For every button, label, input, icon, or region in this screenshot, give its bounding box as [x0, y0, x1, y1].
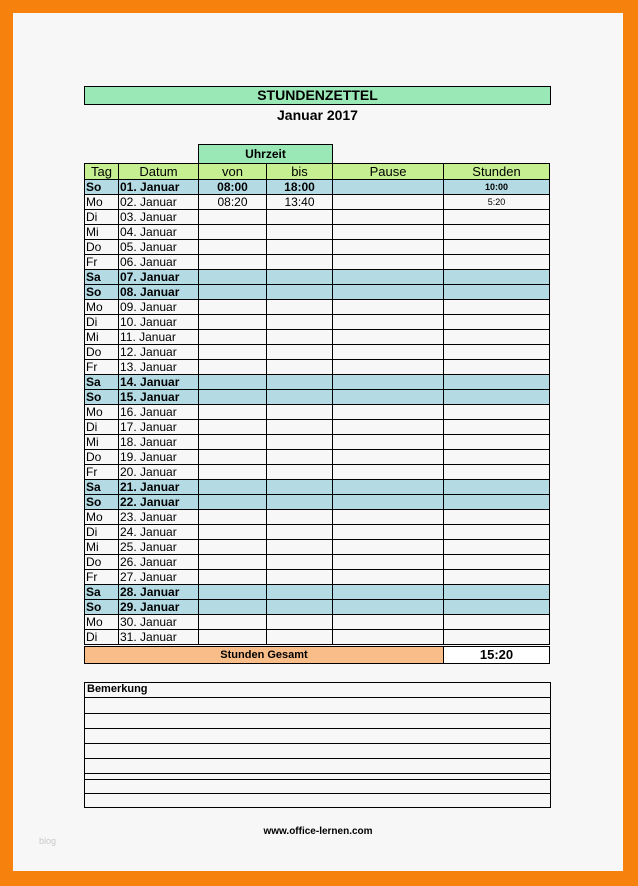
cell-stunden[interactable]	[444, 225, 550, 240]
cell-stunden[interactable]: 5:20	[444, 195, 550, 210]
table-row	[85, 525, 550, 540]
cell-von[interactable]	[199, 255, 267, 270]
cell-pause[interactable]	[333, 345, 444, 360]
table-row	[85, 465, 550, 480]
cell-datum: 03. Januar	[119, 210, 199, 225]
cell-pause[interactable]	[333, 435, 444, 450]
cell-bis[interactable]	[267, 210, 333, 225]
cell-von[interactable]	[199, 210, 267, 225]
cell-tag: Mi	[85, 435, 119, 450]
cell-tag: Mi	[85, 330, 119, 345]
cell-stunden[interactable]	[444, 285, 550, 300]
cell-stunden[interactable]	[444, 420, 550, 435]
cell-pause[interactable]	[333, 330, 444, 345]
cell-von[interactable]	[199, 510, 267, 525]
cell-datum: 09. Januar	[119, 300, 199, 315]
remarks-line	[85, 793, 550, 794]
cell-von[interactable]	[199, 465, 267, 480]
cell-von[interactable]	[199, 285, 267, 300]
cell-pause[interactable]	[333, 420, 444, 435]
cell-datum: 21. Januar	[119, 480, 199, 495]
table-row	[85, 540, 550, 555]
cell-datum: 06. Januar	[119, 255, 199, 270]
cell-stunden[interactable]	[444, 390, 550, 405]
cell-tag: Mi	[85, 540, 119, 555]
cell-tag: So	[85, 390, 119, 405]
cell-von[interactable]	[199, 525, 267, 540]
cell-bis[interactable]	[267, 480, 333, 495]
cell-pause[interactable]	[333, 180, 444, 195]
cell-bis[interactable]	[267, 375, 333, 390]
cell-bis[interactable]	[267, 435, 333, 450]
cell-bis[interactable]	[267, 345, 333, 360]
table-row	[85, 270, 550, 285]
cell-von[interactable]	[199, 360, 267, 375]
cell-datum: 14. Januar	[119, 375, 199, 390]
table-row	[85, 600, 550, 615]
remarks-line	[85, 743, 550, 744]
table-row	[85, 450, 550, 465]
cell-tag: So	[85, 600, 119, 615]
cell-pause[interactable]	[333, 585, 444, 600]
cell-bis[interactable]	[267, 225, 333, 240]
table-row	[85, 225, 550, 240]
cell-tag: Fr	[85, 570, 119, 585]
cell-pause[interactable]	[333, 285, 444, 300]
cell-von[interactable]	[199, 450, 267, 465]
header-tag: Tag	[85, 164, 119, 180]
header-bis: bis	[267, 164, 333, 180]
cell-tag: Mo	[85, 405, 119, 420]
cell-datum: 16. Januar	[119, 405, 199, 420]
cell-von[interactable]	[199, 570, 267, 585]
cell-pause[interactable]	[333, 300, 444, 315]
table-row	[85, 195, 550, 210]
cell-stunden[interactable]	[444, 450, 550, 465]
table-header-row	[85, 164, 550, 180]
cell-bis[interactable]	[267, 360, 333, 375]
cell-datum: 24. Januar	[119, 525, 199, 540]
cell-pause[interactable]	[333, 450, 444, 465]
cell-stunden[interactable]	[444, 435, 550, 450]
cell-bis[interactable]: 18:00	[267, 180, 333, 195]
cell-stunden[interactable]	[444, 375, 550, 390]
remarks-line	[85, 728, 550, 729]
cell-pause[interactable]	[333, 360, 444, 375]
table-row	[85, 240, 550, 255]
table-row	[85, 360, 550, 375]
cell-stunden[interactable]	[444, 330, 550, 345]
cell-von[interactable]: 08:20	[199, 195, 267, 210]
cell-tag: Di	[85, 210, 119, 225]
remarks-line	[85, 779, 550, 780]
table-row	[85, 390, 550, 405]
cell-stunden[interactable]	[444, 300, 550, 315]
table-row	[85, 330, 550, 345]
cell-datum: 29. Januar	[119, 600, 199, 615]
cell-von[interactable]: 08:00	[199, 180, 267, 195]
cell-datum: 13. Januar	[119, 360, 199, 375]
header-stunden: Stunden	[444, 164, 550, 180]
timesheet-title: STUNDENZETTEL	[84, 86, 551, 105]
table-row	[85, 510, 550, 525]
cell-datum: 28. Januar	[119, 585, 199, 600]
cell-pause[interactable]	[333, 480, 444, 495]
cell-bis[interactable]	[267, 405, 333, 420]
cell-datum: 18. Januar	[119, 435, 199, 450]
cell-von[interactable]	[199, 585, 267, 600]
cell-datum: 02. Januar	[119, 195, 199, 210]
cell-stunden[interactable]	[444, 540, 550, 555]
cell-pause[interactable]	[333, 225, 444, 240]
cell-von[interactable]	[199, 420, 267, 435]
cell-tag: Sa	[85, 375, 119, 390]
table-row	[85, 375, 550, 390]
cell-tag: Mi	[85, 225, 119, 240]
cell-von[interactable]	[199, 330, 267, 345]
table-row	[85, 210, 550, 225]
cell-tag: Sa	[85, 270, 119, 285]
cell-von[interactable]	[199, 600, 267, 615]
cell-bis[interactable]	[267, 300, 333, 315]
cell-stunden[interactable]	[444, 600, 550, 615]
cell-bis[interactable]	[267, 555, 333, 570]
cell-datum: 04. Januar	[119, 225, 199, 240]
cell-datum: 07. Januar	[119, 270, 199, 285]
cell-pause[interactable]	[333, 390, 444, 405]
cell-tag: Fr	[85, 360, 119, 375]
header-datum: Datum	[119, 164, 199, 180]
cell-stunden[interactable]	[444, 585, 550, 600]
cell-tag: Di	[85, 420, 119, 435]
cell-tag: Sa	[85, 480, 119, 495]
table-row	[85, 435, 550, 450]
cell-tag: Do	[85, 555, 119, 570]
cell-pause[interactable]	[333, 555, 444, 570]
cell-stunden[interactable]	[444, 570, 550, 585]
cell-pause[interactable]	[333, 570, 444, 585]
cell-pause[interactable]	[333, 210, 444, 225]
cell-bis[interactable]	[267, 420, 333, 435]
cell-bis[interactable]	[267, 600, 333, 615]
cell-stunden[interactable]: 10:00	[444, 180, 550, 195]
cell-pause[interactable]	[333, 270, 444, 285]
cell-bis[interactable]	[267, 540, 333, 555]
hours-table	[84, 163, 550, 664]
cell-tag: So	[85, 285, 119, 300]
cell-datum: 20. Januar	[119, 465, 199, 480]
cell-stunden[interactable]	[444, 510, 550, 525]
table-row	[85, 285, 550, 300]
cell-stunden[interactable]	[444, 630, 550, 645]
cell-bis[interactable]	[267, 270, 333, 285]
cell-datum: 31. Januar	[119, 630, 199, 645]
table-row	[85, 420, 550, 435]
cell-stunden[interactable]	[444, 270, 550, 285]
cell-pause[interactable]	[333, 195, 444, 210]
cell-bis[interactable]	[267, 585, 333, 600]
cell-pause[interactable]	[333, 465, 444, 480]
cell-tag: Di	[85, 315, 119, 330]
cell-tag: Fr	[85, 465, 119, 480]
table-row	[85, 570, 550, 585]
cell-bis[interactable]	[267, 525, 333, 540]
cell-datum: 15. Januar	[119, 390, 199, 405]
cell-bis[interactable]	[267, 285, 333, 300]
remarks-line	[85, 773, 550, 774]
cell-tag: Di	[85, 630, 119, 645]
cell-pause[interactable]	[333, 510, 444, 525]
website-footer: www.office-lernen.com	[263, 826, 373, 837]
cell-datum: 17. Januar	[119, 420, 199, 435]
table-row	[85, 585, 550, 600]
cell-stunden[interactable]	[444, 210, 550, 225]
cell-pause[interactable]	[333, 600, 444, 615]
total-label: Stunden Gesamt	[85, 647, 444, 664]
cell-datum: 27. Januar	[119, 570, 199, 585]
table-row	[85, 345, 550, 360]
cell-stunden[interactable]	[444, 255, 550, 270]
table-row	[85, 555, 550, 570]
cell-bis[interactable]: 13:40	[267, 195, 333, 210]
cell-datum: 01. Januar	[119, 180, 199, 195]
cell-bis[interactable]	[267, 330, 333, 345]
header-von: von	[199, 164, 267, 180]
cell-bis[interactable]	[267, 240, 333, 255]
cell-von[interactable]	[199, 405, 267, 420]
timesheet-page	[13, 13, 623, 871]
cell-bis[interactable]	[267, 615, 333, 630]
cell-bis[interactable]	[267, 495, 333, 510]
cell-von[interactable]	[199, 495, 267, 510]
cell-pause[interactable]	[333, 240, 444, 255]
table-row	[85, 300, 550, 315]
cell-von[interactable]	[199, 375, 267, 390]
cell-von[interactable]	[199, 300, 267, 315]
cell-datum: 23. Januar	[119, 510, 199, 525]
cell-datum: 30. Januar	[119, 615, 199, 630]
table-row	[85, 255, 550, 270]
cell-tag: Do	[85, 240, 119, 255]
cell-stunden[interactable]	[444, 240, 550, 255]
cell-von[interactable]	[199, 270, 267, 285]
cell-datum: 08. Januar	[119, 285, 199, 300]
cell-pause[interactable]	[333, 255, 444, 270]
cell-von[interactable]	[199, 480, 267, 495]
table-row	[85, 405, 550, 420]
table-row	[85, 180, 550, 195]
cell-pause[interactable]	[333, 540, 444, 555]
cell-tag: So	[85, 180, 119, 195]
cell-von[interactable]	[199, 315, 267, 330]
cell-bis[interactable]	[267, 630, 333, 645]
cell-datum: 10. Januar	[119, 315, 199, 330]
cell-bis[interactable]	[267, 465, 333, 480]
table-row	[85, 630, 550, 645]
month-subtitle: Januar 2017	[277, 107, 358, 123]
cell-stunden[interactable]	[444, 465, 550, 480]
cell-pause[interactable]	[333, 615, 444, 630]
total-value: 15:20	[444, 647, 550, 664]
cell-bis[interactable]	[267, 255, 333, 270]
total-row	[85, 647, 550, 664]
cell-von[interactable]	[199, 345, 267, 360]
cell-datum: 26. Januar	[119, 555, 199, 570]
cell-tag: Do	[85, 450, 119, 465]
cell-stunden[interactable]	[444, 315, 550, 330]
cell-bis[interactable]	[267, 315, 333, 330]
cell-von[interactable]	[199, 555, 267, 570]
cell-von[interactable]	[199, 540, 267, 555]
cell-datum: 25. Januar	[119, 540, 199, 555]
cell-pause[interactable]	[333, 525, 444, 540]
cell-stunden[interactable]	[444, 480, 550, 495]
cell-datum: 11. Januar	[119, 330, 199, 345]
uhrzeit-header: Uhrzeit	[198, 144, 333, 164]
cell-pause[interactable]	[333, 405, 444, 420]
cell-von[interactable]	[199, 225, 267, 240]
cell-datum: 22. Januar	[119, 495, 199, 510]
cell-stunden[interactable]	[444, 555, 550, 570]
cell-tag: Mo	[85, 195, 119, 210]
cell-bis[interactable]	[267, 450, 333, 465]
cell-von[interactable]	[199, 630, 267, 645]
cell-tag: Do	[85, 345, 119, 360]
cell-von[interactable]	[199, 435, 267, 450]
cell-tag: Di	[85, 525, 119, 540]
cell-stunden[interactable]	[444, 525, 550, 540]
cell-stunden[interactable]	[444, 615, 550, 630]
cell-stunden[interactable]	[444, 345, 550, 360]
cell-stunden[interactable]	[444, 360, 550, 375]
table-row	[85, 495, 550, 510]
cell-datum: 19. Januar	[119, 450, 199, 465]
cell-stunden[interactable]	[444, 495, 550, 510]
remarks-line	[85, 697, 550, 698]
cell-bis[interactable]	[267, 510, 333, 525]
remarks-label: Bemerkung	[87, 683, 148, 695]
remarks-line	[85, 713, 550, 714]
cell-stunden[interactable]	[444, 405, 550, 420]
cell-pause[interactable]	[333, 315, 444, 330]
cell-tag: Mo	[85, 510, 119, 525]
cell-bis[interactable]	[267, 390, 333, 405]
cell-pause[interactable]	[333, 630, 444, 645]
header-pause: Pause	[333, 164, 444, 180]
cell-tag: Mo	[85, 615, 119, 630]
cell-pause[interactable]	[333, 495, 444, 510]
cell-von[interactable]	[199, 390, 267, 405]
cell-bis[interactable]	[267, 570, 333, 585]
cell-tag: Mo	[85, 300, 119, 315]
table-row	[85, 315, 550, 330]
remarks-line	[85, 758, 550, 759]
cell-pause[interactable]	[333, 375, 444, 390]
cell-datum: 12. Januar	[119, 345, 199, 360]
cell-tag: Fr	[85, 255, 119, 270]
remarks-box[interactable]	[84, 682, 551, 808]
cell-tag: So	[85, 495, 119, 510]
cell-datum: 05. Januar	[119, 240, 199, 255]
table-row	[85, 480, 550, 495]
cell-von[interactable]	[199, 615, 267, 630]
watermark-text: blog	[39, 836, 57, 846]
cell-von[interactable]	[199, 240, 267, 255]
cell-tag: Sa	[85, 585, 119, 600]
table-row	[85, 615, 550, 630]
